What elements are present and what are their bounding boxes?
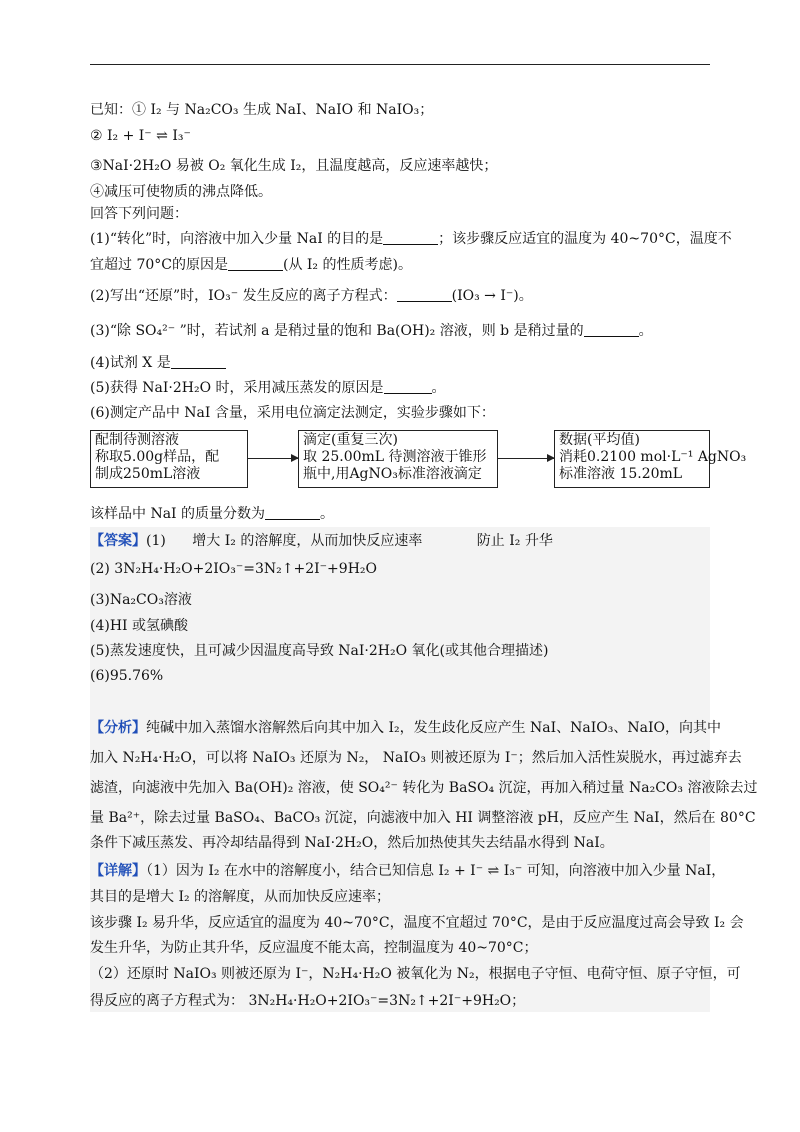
question-6: (6)测定产品中 NaI 含量，采用电位滴定法测定，实验步骤如下： [90, 405, 495, 421]
answer-1 [90, 530, 553, 552]
answer-blank [383, 230, 438, 245]
flow-box-text: 数据(平均值) [559, 432, 640, 448]
answer-blank [265, 505, 320, 520]
header-rule [90, 64, 710, 65]
flow-box-text: 滴定(重复三次) [303, 432, 398, 448]
q1-text-d: (从 I₂ 的性质考虑)。 [282, 257, 412, 273]
flow-box-text: 制成250mL溶液 [95, 466, 201, 482]
analysis-line-2: 加入 N₂H₄·H₂O，可以将 NaIO₃ 还原为 N₂， NaIO₃ 则被还原为 I⁻；然后加入活性炭脱水，再过滤弃去 [90, 750, 742, 766]
questions-intro: 回答下列问题： [90, 206, 188, 222]
flow-box-text: 称取5.00g样品，配 [95, 449, 220, 465]
answer-1-number: (1) [146, 533, 166, 549]
q3-text-a: (3)“除 SO₄²⁻ ”时，若试剂 a 是稍过量的饱和 Ba(OH)₂ 溶液，则 b 是稍过量的 [90, 323, 584, 339]
q4-text: (4)试剂 X 是 [90, 355, 171, 371]
q2-text-b: (IO₃ → I⁻)。 [451, 288, 533, 304]
question-5 [90, 377, 446, 399]
flow-box-text: 配制待测溶液 [95, 432, 179, 448]
answer-blank [228, 256, 283, 271]
q6-end-text-a: 该样品中 NaI 的质量分数为 [90, 506, 266, 522]
flow-box-text: 取 25.00mL 待测溶液于锥形 [303, 449, 487, 465]
detail-line-4: 发生升华，为防止其升华，反应温度不能太高，控制温度为 40~70°C； [90, 940, 538, 956]
flow-arrow [248, 458, 298, 459]
analysis-line-5: 条件下减压蒸发、再冷却结晶得到 NaI·2H₂O，然后加热使其失去结晶水得到 NaI。 [90, 835, 614, 851]
question-1-line-1 [90, 228, 732, 250]
q1-text-b: ；该步骤反应适宜的温度为 40~70°C，温度不 [438, 231, 732, 247]
detail-line-5: （2）还原时 NaIO₃ 则被还原为 I⁻，N₂H₄·H₂O 被氧化为 N₂，根据电子守恒、电荷守恒、原子守恒，可 [90, 966, 741, 982]
q6-end-text-b: 。 [320, 506, 335, 522]
answer-1-part-2: 防止 I₂ 升华 [476, 533, 553, 549]
analysis-text: 纯碱中加入蒸馏水溶解然后向其中加入 I₂，发生歧化反应产生 NaI、NaIO₃、NaIO，向其中 [146, 720, 721, 736]
flow-box-text: 消耗0.2100 mol·L⁻¹ AgNO₃ [559, 449, 747, 465]
answer-tag: 【答案】 [90, 533, 146, 549]
flow-box-titrate [298, 430, 498, 488]
q1-text-c: 宜超过 70°C的原因是 [90, 257, 228, 273]
question-6-result [90, 503, 334, 525]
flow-box-text: 瓶中,用AgNO₃标准溶液滴定 [303, 466, 482, 482]
flow-box-data [554, 430, 747, 488]
analysis-line-4: 量 Ba²⁺，除去过量 BaSO₄、BaCO₃ 沉淀，向滤液中加入 HI 调整溶液 pH，反应产生 NaI，然后在 80°C [90, 810, 756, 826]
known-2: ② I₂ + I⁻ ⇌ I₃⁻ [90, 128, 191, 144]
detail-line-3: 该步骤 I₂ 易升华，反应适宜的温度为 40~70°C，温度不宜超过 70°C，是由于反应温度过高会导致 I₂ 会 [90, 915, 744, 931]
known-4: ④减压可使物质的沸点降低。 [90, 184, 272, 200]
answer-blank [584, 322, 639, 337]
flow-box-prepare [90, 430, 248, 488]
detail-text: （1）因为 I₂ 在水中的溶解度小，结合已知信息 I₂ + I⁻ ⇌ I₃⁻ 可知，向溶液中加入少量 NaI， [146, 863, 726, 879]
q3-text-b: 。 [638, 323, 653, 339]
detail-line-2: 其目的是增大 I₂ 的溶解度，从而加快反应速率； [90, 889, 391, 905]
answer-blank [384, 379, 432, 394]
answer-5: (5)蒸发速度快，且可减少因温度高导致 NaI·2H₂O 氧化(或其他合理描述) [90, 643, 549, 659]
analysis-line-1 [90, 717, 721, 739]
analysis-line-3: 滤渣，向滤液中先加入 Ba(OH)₂ 溶液，使 SO₄²⁻ 转化为 BaSO₄ 沉淀，再加入稍过量 Na₂CO₃ 溶液除去过 [90, 780, 758, 796]
answer-blank [171, 354, 226, 369]
question-1-line-2 [90, 254, 412, 276]
q5-text-a: (5)获得 NaI·2H₂O 时，采用减压蒸发的原因是 [90, 380, 384, 396]
q1-text-a: (1)“转化”时，向溶液中加入少量 NaI 的目的是 [90, 231, 384, 247]
detail-line-6: 得反应的离子方程式为： 3N₂H₄·H₂O+2IO₃⁻=3N₂↑+2I⁻+9H₂O； [90, 993, 526, 1009]
q5-text-b: 。 [431, 380, 446, 396]
flow-arrow [498, 458, 554, 459]
q2-text-a: (2)写出“还原”时，IO₃⁻ 发生反应的离子方程式： [90, 288, 397, 304]
answer-6: (6)95.76% [90, 668, 164, 684]
analysis-tag: 【分析】 [90, 720, 146, 736]
answer-1-part-1: 增大 I₂ 的溶解度，从而加快反应速率 [192, 533, 423, 549]
known-3: ③NaI·2H₂O 易被 O₂ 氧化生成 I₂，且温度越高，反应速率越快； [90, 158, 498, 174]
answer-blank [397, 287, 452, 302]
answer-2: (2) 3N₂H₄·H₂O+2IO₃⁻=3N₂↑+2I⁻+9H₂O [90, 561, 377, 577]
known-1: 已知：① I₂ 与 Na₂CO₃ 生成 NaI、NaIO 和 NaIO₃； [90, 102, 434, 118]
question-2 [90, 285, 533, 307]
answer-4: (4)HI 或氢碘酸 [90, 618, 189, 634]
question-3 [90, 320, 653, 342]
answer-3: (3)Na₂CO₃溶液 [90, 592, 192, 608]
flow-diagram [90, 430, 747, 490]
detail-line-1 [90, 860, 725, 882]
flow-box-text: 标准溶液 15.20mL [559, 466, 683, 482]
question-4 [90, 352, 226, 374]
detail-tag: 【详解】 [90, 863, 146, 879]
